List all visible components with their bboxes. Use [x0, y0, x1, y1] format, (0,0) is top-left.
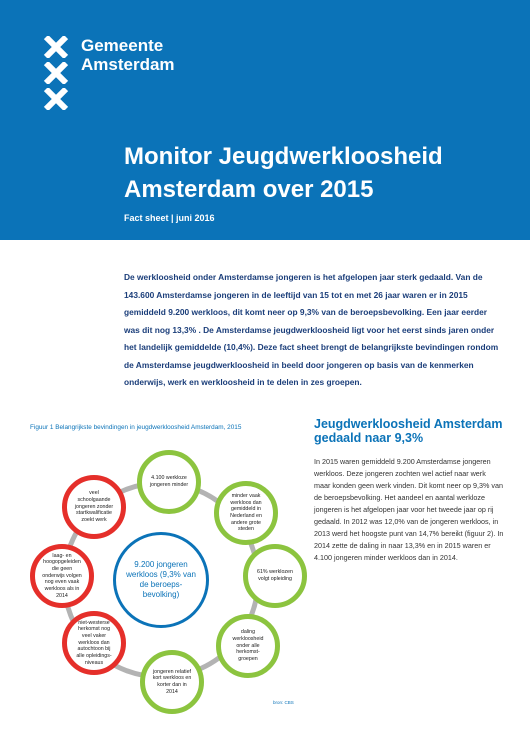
finding-node [30, 544, 94, 608]
finding-node [140, 650, 204, 714]
figure-source: bron: CBS [273, 700, 294, 705]
center-finding: 9.200 jongeren werkloos (9,3% van de beroeps-bevolking) [113, 532, 209, 628]
page-subtitle: Fact sheet | juni 2016 [124, 213, 215, 223]
page-title [124, 140, 443, 206]
title-line2: Amsterdam over 2015 [124, 176, 374, 203]
finding-text: minder vaak werkloos dan gemiddeld in Nederland en andere grote steden [230, 492, 262, 533]
finding-text: veel schoolgaande jongeren zonder startkwalificatie zoekt werk [74, 490, 114, 524]
section-text: In 2015 waren gemiddeld 9.200 Amsterdamse jongeren werkloos. Deze jongeren zochten wel actief naar werk maar konden geen werk vinden. Dit komt neer op 9,3% van de beroepsbevolking. Het aandeel en aantal werkloze jongeren is het afgelopen jaar voor het tweede jaar op rij gedaald. In 2012 was 12,0% van de jongeren werkloos, in 2013 werd het hoogste punt van 14,7% bereikt (figuur 2). In 2014 zette de daling in naar 13,3% en in 2015 waren er 4.100 jongeren minder werkloos dan in 2014. [314, 457, 504, 562]
title-line1: Monitor Jeugdwerkloosheid [124, 143, 443, 170]
amsterdam-crosses-logo [43, 36, 73, 114]
cross-icon [43, 36, 69, 58]
finding-text: niet-westerse herkomst nog veel vaker werkloos dan autochtoon bij alle opleidings-niveaus [76, 619, 112, 666]
section-heading: Jeugdwerkloosheid Amsterdam gedaald naar 9,3% [314, 417, 503, 445]
header-banner [0, 0, 530, 240]
finding-text: laag- en hoogopgeleiden die geen onderwijs volgen nog even vaak werkloos als in 2014 [42, 552, 82, 599]
figure-caption: Figuur 1 Belangrijkste bevindingen in jeugdwerkloosheid Amsterdam, 2015 [30, 424, 242, 431]
cross-icon [43, 88, 69, 110]
finding-node [137, 450, 201, 514]
finding-text: jongeren relatief kort werkloos en korter dan in 2014 [152, 668, 192, 695]
finding-node [62, 475, 126, 539]
finding-node [216, 614, 280, 678]
cross-icon [43, 62, 69, 84]
logo-line1: Gemeente [81, 36, 164, 55]
intro-paragraph: De werkloosheid onder Amsterdamse jongeren is het afgelopen jaar sterk gedaald. Van de 143.600 Amsterdamse jongeren in de leeftijd van 15 tot en met 26 jaar waren er in 2015 gemiddeld 9.200 werkloos, dit komt neer op 9,3% van de beroepsbevolking. Een jaar eerder was dit nog 13,3% . De Amsterdamse jeugdwerkloosheid ligt voor het eerst sinds jaren onder het landelijk gemiddelde (10,4%). Deze fact sheet brengt de belangrijkste bevindingen rondom de Amsterdamse jeugdwerkloosheid in beeld door jongeren op basis van de kenmerken onderwijs, werk en werkloosheid in te delen in zes groepen. [124, 272, 499, 387]
finding-node [243, 544, 307, 608]
finding-node [62, 611, 126, 675]
logo-line2: Amsterdam [81, 55, 175, 74]
finding-text: 61% werklozen volgt opleiding [257, 569, 293, 582]
finding-text: 4.100 werkloze jongeren minder [149, 475, 189, 488]
finding-node [214, 481, 278, 545]
logo-text [81, 36, 175, 74]
finding-text: daling werkloosheid onder alle herkomst-groepen [232, 629, 264, 663]
